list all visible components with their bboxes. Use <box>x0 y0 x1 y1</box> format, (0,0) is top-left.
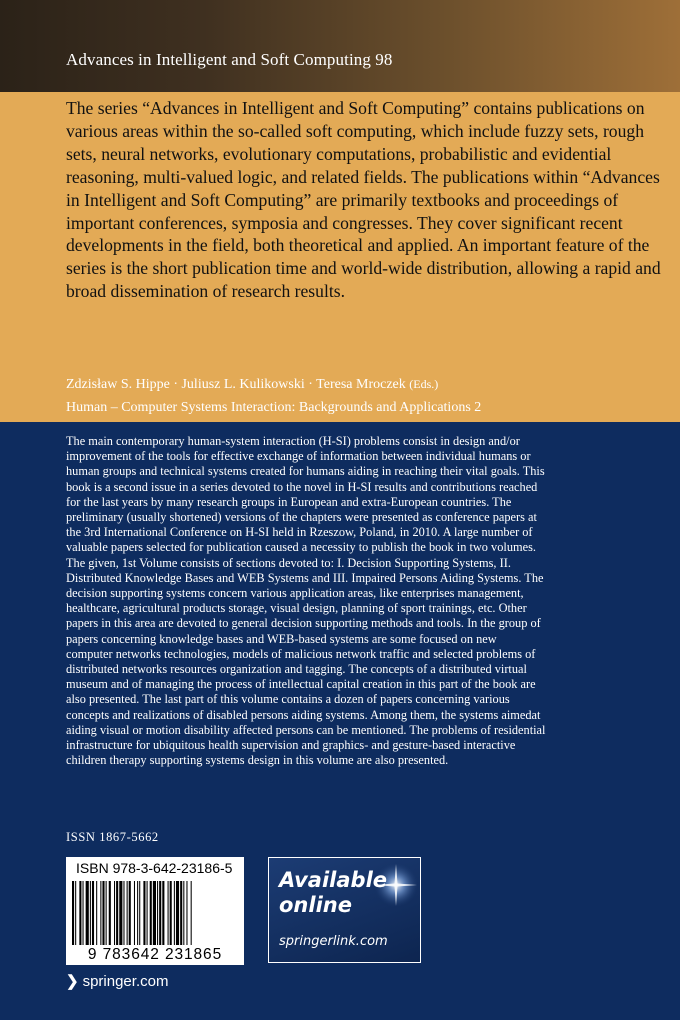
barcode-bar <box>72 881 74 945</box>
barcode-bar <box>191 881 192 945</box>
barcode-bar <box>134 881 135 945</box>
barcode-bar <box>116 881 118 945</box>
barcode-bar <box>162 881 164 945</box>
barcode-bar <box>127 881 128 945</box>
springerlink-url: springerlink.com <box>279 934 388 949</box>
barcode-bar <box>129 881 131 945</box>
chevron-right-icon: ❯ <box>66 973 79 990</box>
issn-label: ISSN 1867-5662 <box>66 830 159 844</box>
barcode-bar <box>106 881 107 945</box>
barcode-bar <box>153 881 156 945</box>
barcode-bar <box>109 881 111 945</box>
barcode-bar <box>75 881 76 945</box>
book-editors <box>66 377 438 393</box>
barcode-bar <box>143 881 145 945</box>
editors-names: Zdzisław S. Hippe · Juliusz L. Kulikowski · Teresa Mroczek <box>66 377 406 392</box>
barcode-bar <box>186 881 187 945</box>
series-description: The series “Advances in Intelligent and Soft Computing” contains publications on various areas within the so-called soft computing, which include fuzzy sets, rough sets, neural networks, evolutionary computations, probabilistic and evidential reasoning, multi-valued logic, and related fields. The publications within “Advances in Intelligent and Soft Computing” are primarily textbooks and proceedings of important conferences, symposia and congresses. They cover significant recent developments in the field, both theoretical and applied. An important feature of the series is the short publication time and world-wide distribution, allowing a rapid and broad dissemination of research results. <box>66 98 661 302</box>
barcode-bar <box>92 881 94 945</box>
available-online-badge[interactable] <box>268 857 421 963</box>
series-title: Advances in Intelligent and Soft Computing 98 <box>66 50 393 69</box>
barcode-bar <box>100 881 101 945</box>
barcode-bar <box>79 881 81 945</box>
barcode-bar <box>123 881 124 945</box>
barcode-bar <box>96 881 97 945</box>
barcode-bar <box>102 881 104 945</box>
barcode-bar <box>119 881 122 945</box>
barcode-bar <box>176 881 179 945</box>
barcode-digits: 9 783642 231865 <box>87 946 223 963</box>
isbn-label: ISBN 978-3-642-23186-5 <box>76 860 233 876</box>
barcode-bar <box>159 881 161 945</box>
barcode-bar <box>157 881 158 945</box>
barcode-bar <box>83 881 84 945</box>
barcode-bar <box>147 881 148 945</box>
springer-url-label: springer.com <box>82 973 169 990</box>
barcode-icon <box>70 881 240 947</box>
series-header-band <box>0 0 680 92</box>
barcode-bar <box>150 881 152 945</box>
barcode-bar <box>180 881 182 945</box>
barcode-bar <box>137 881 138 945</box>
isbn-barcode <box>66 857 244 965</box>
editors-suffix: (Eds.) <box>409 377 439 391</box>
barcode-bar <box>174 881 175 945</box>
available-online-label: Available online <box>279 868 388 917</box>
barcode-bar <box>170 881 172 945</box>
barcode-bar <box>90 881 91 945</box>
barcode-bar <box>139 881 140 945</box>
barcode-bar <box>183 881 184 945</box>
springer-link[interactable] <box>66 972 168 990</box>
book-title: Human – Computer Systems Interaction: Backgrounds and Applications 2 <box>66 400 482 415</box>
barcode-bar <box>168 881 169 945</box>
barcode-bar <box>86 881 89 945</box>
barcode-bar <box>114 881 115 945</box>
book-description: The main contemporary human-system interaction (H-SI) problems consist in design and/or improvement of the tools for effective exchange of information between individual humans or human groups and technical systems created for humans aiding in reaching their vital goals. This book is a second issue in a series devoted to the novel in H-SI results and contributions reached for the last years by many research groups in European and extra-European countries. The preliminary (usually shortened) versions of the chapters were presented as conference papers at the 3rd International Conference on H-SI held in Rzeszow, Poland, in 2010. A large number of valuable papers selected for publication caused a necessity to publish the book in two volumes. The given, 1st Volume consists of sections devoted to: I. Decision Supporting Systems, II. Distributed Knowledge Bases and WEB Systems and III. Impaired Persons Aiding Systems. The decision supporting systems concern various application areas, like enterprises management, healthcare, agricultural products storage, visual design, planning of sport trainings, etc. Other papers in this area are devoted to general decision supporting methods and tools. In the group of papers concerning knowledge bases and WEB-based systems are some focused on new computer networks technologies, models of malicious network traffic and selected problems of distributed networks resources organization and tagging. The concepts of a distributed virtual museum and of managing the process of intellectual capital creation in this part of the book are also presented. The last part of this volume contains a dozen of papers concerning various concepts and realizations of disabled persons aiding systems. Among them, the systems aimedat aiding visual or motion disability affected persons can be mentioned. The problems of residential infrastructure for ubiquitous health supervision and graphics- and gesture-based interactive children therapy supporting systems design in this volume are also presented. <box>66 434 546 768</box>
